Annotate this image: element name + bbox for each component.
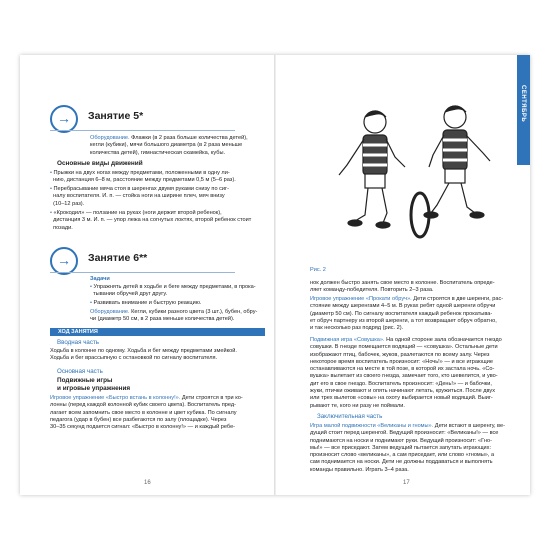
figure-caption: Рис. 2 [310, 267, 326, 273]
game3-text: Подвижная игра «Совушка». На одной стороне зала обозначается гнездо совушки. В гнезде помещается водящий — «совушка». Остальные дети изображают птиц, бабочек, жуков, разлетаются по всему залу. Через некоторое время воспитатель произносит: «Ночь!» — и все играющие останавливаются на месте в той позе, в которой их застала ночь. «Со- вушка» вылетает из своего гнезда, замечает того, кто шевелится, и уво- дит его в свое гнездо. Воспитатель произносит: «День!» — и бабочки, жуки, птички оживают и опять начинают летать, кружиться. После двух или трех вылетов «совы» на охоту выбирается новый водящий. Выиг- рывают те, кого ни разу не поймали. [310, 337, 502, 409]
list-item: • «Крокодил» — ползание на руках (ноги держит второй ребенок), дистанция 3 м. И. п. — упор лежа на согнутых локтях, второй ребенок стоит позади. [50, 210, 252, 231]
intro-text: Ходьба в колонне по одному. Ходьба и бег между предметами змейкой. Ходьба и бег врассыпную с остановкой по сигналу воспитателя. [50, 348, 237, 362]
game4-text: Игра малой подвижности «Великаны и гномы». Дети встают в шеренгу, ве- дущий стоит перед шеренгой. Ведущий произносит: «Великаны!» — все поднимаются на носки и поднимают руки. Ведущий произносит: «Гно- мы!» — все приседают. Затем ведущий пытается запутать играющих: произносит слово «великаны», а сам приседает, или слово «гномы», а сам поднимается на носки. Дети не должны поддаваться и выполнять команды правильно. Играть 3–4 раза. [310, 423, 505, 473]
lesson6-header [50, 247, 265, 275]
right-page [275, 55, 530, 495]
divider [50, 130, 235, 131]
games-heading-2: и игровые упражнения [57, 385, 131, 392]
child-right-figure [424, 106, 490, 218]
page-number-left: 16 [144, 480, 151, 486]
tasks-label: Задачи [90, 276, 110, 282]
lesson6-equipment: Оборудование. Кегли, кубики разного цвета (3 шт.), бубен, обру- чи (диаметр 50 см, в 2 раза меньше количества детей). [90, 309, 258, 323]
page-number-right: 17 [403, 480, 410, 486]
child-left-figure [339, 111, 405, 228]
arrow-right-circle-icon: → [50, 105, 78, 133]
book-spread [20, 55, 530, 495]
lesson5-title: Занятие 5* [88, 110, 144, 122]
list-item: • Перебрасывание мяча стоя в шеренгах двумя руками снизу по сиг- налу воспитателя. И. п. — стойка ноги на ширине плеч, мяч внизу (10–12 раз). [50, 186, 229, 207]
game1-text: Игровое упражнение «Быстро встань в колонну!». Дети строятся в три ко- лонны (перед каждой колонной кубик своего цвета). Воспитатель пред- лагает всем запомнить свое место в колонне и цвет кубика. По сигналу педагога (удар в бубен) все разбегаются по залу (площадке). Через 30–35 секунд подается сигнал: «Быстро в колонну!» — и каждый ребе- [50, 395, 243, 431]
lesson6-title: Занятие 6** [88, 252, 148, 264]
illustration-children-rolling-hoop [325, 95, 495, 245]
games-heading-1: Подвижные игры [57, 377, 113, 384]
final-heading: Заключительная часть [317, 413, 383, 420]
course-bar: ХОД ЗАНЯТИЯ [50, 328, 265, 336]
arrow-right-circle-icon: → [50, 247, 78, 275]
list-item: • Упражнять детей в ходьбе и беге между предметами, в прока- тывании обручей друг другу. [90, 284, 256, 298]
list-item: • Прыжки на двух ногах между предметами, положенными в одну ли- нию, дистанция 6–8 м, расстояние между предметами 0,5 м (5–6 раз). [50, 170, 236, 184]
intro-heading: Вводная часть [57, 339, 100, 346]
lesson5-header [50, 105, 265, 133]
month-tab: СЕНТЯБРЬ [517, 55, 530, 165]
game2-text: Игровое упражнение «Прокати обруч». Дети строятся в две шеренги, рас- стояние между шеренгами 4–5 м. В руках ребят одной шеренги обручи (диаметр 50 см). По сигналу воспитателя каждый ребенок прокатыва- ет обруч партнеру из второй шеренги, а тот возвращает обруч обратно, и так несколько раз подряд (рис. 2). [310, 296, 504, 332]
lesson5-equipment: Оборудование. Флажки (в 2 раза больше количества детей), кегли (кубики), мячи большого диаметра (в 2 раза меньше количества детей), гимнастическая скамейка, кубы. [90, 135, 248, 156]
divider [50, 272, 235, 273]
movements-title: Основные виды движений [57, 160, 143, 167]
continued-text: нок должен быстро занять свое место в колонне. Воспитатель опреде- ляет команду-победителя. Повторить 2–3 раза. [310, 280, 495, 294]
main-heading: Основная часть [57, 368, 103, 375]
list-item: • Развивать внимание и быструю реакцию. [90, 300, 202, 306]
left-page [20, 55, 275, 495]
